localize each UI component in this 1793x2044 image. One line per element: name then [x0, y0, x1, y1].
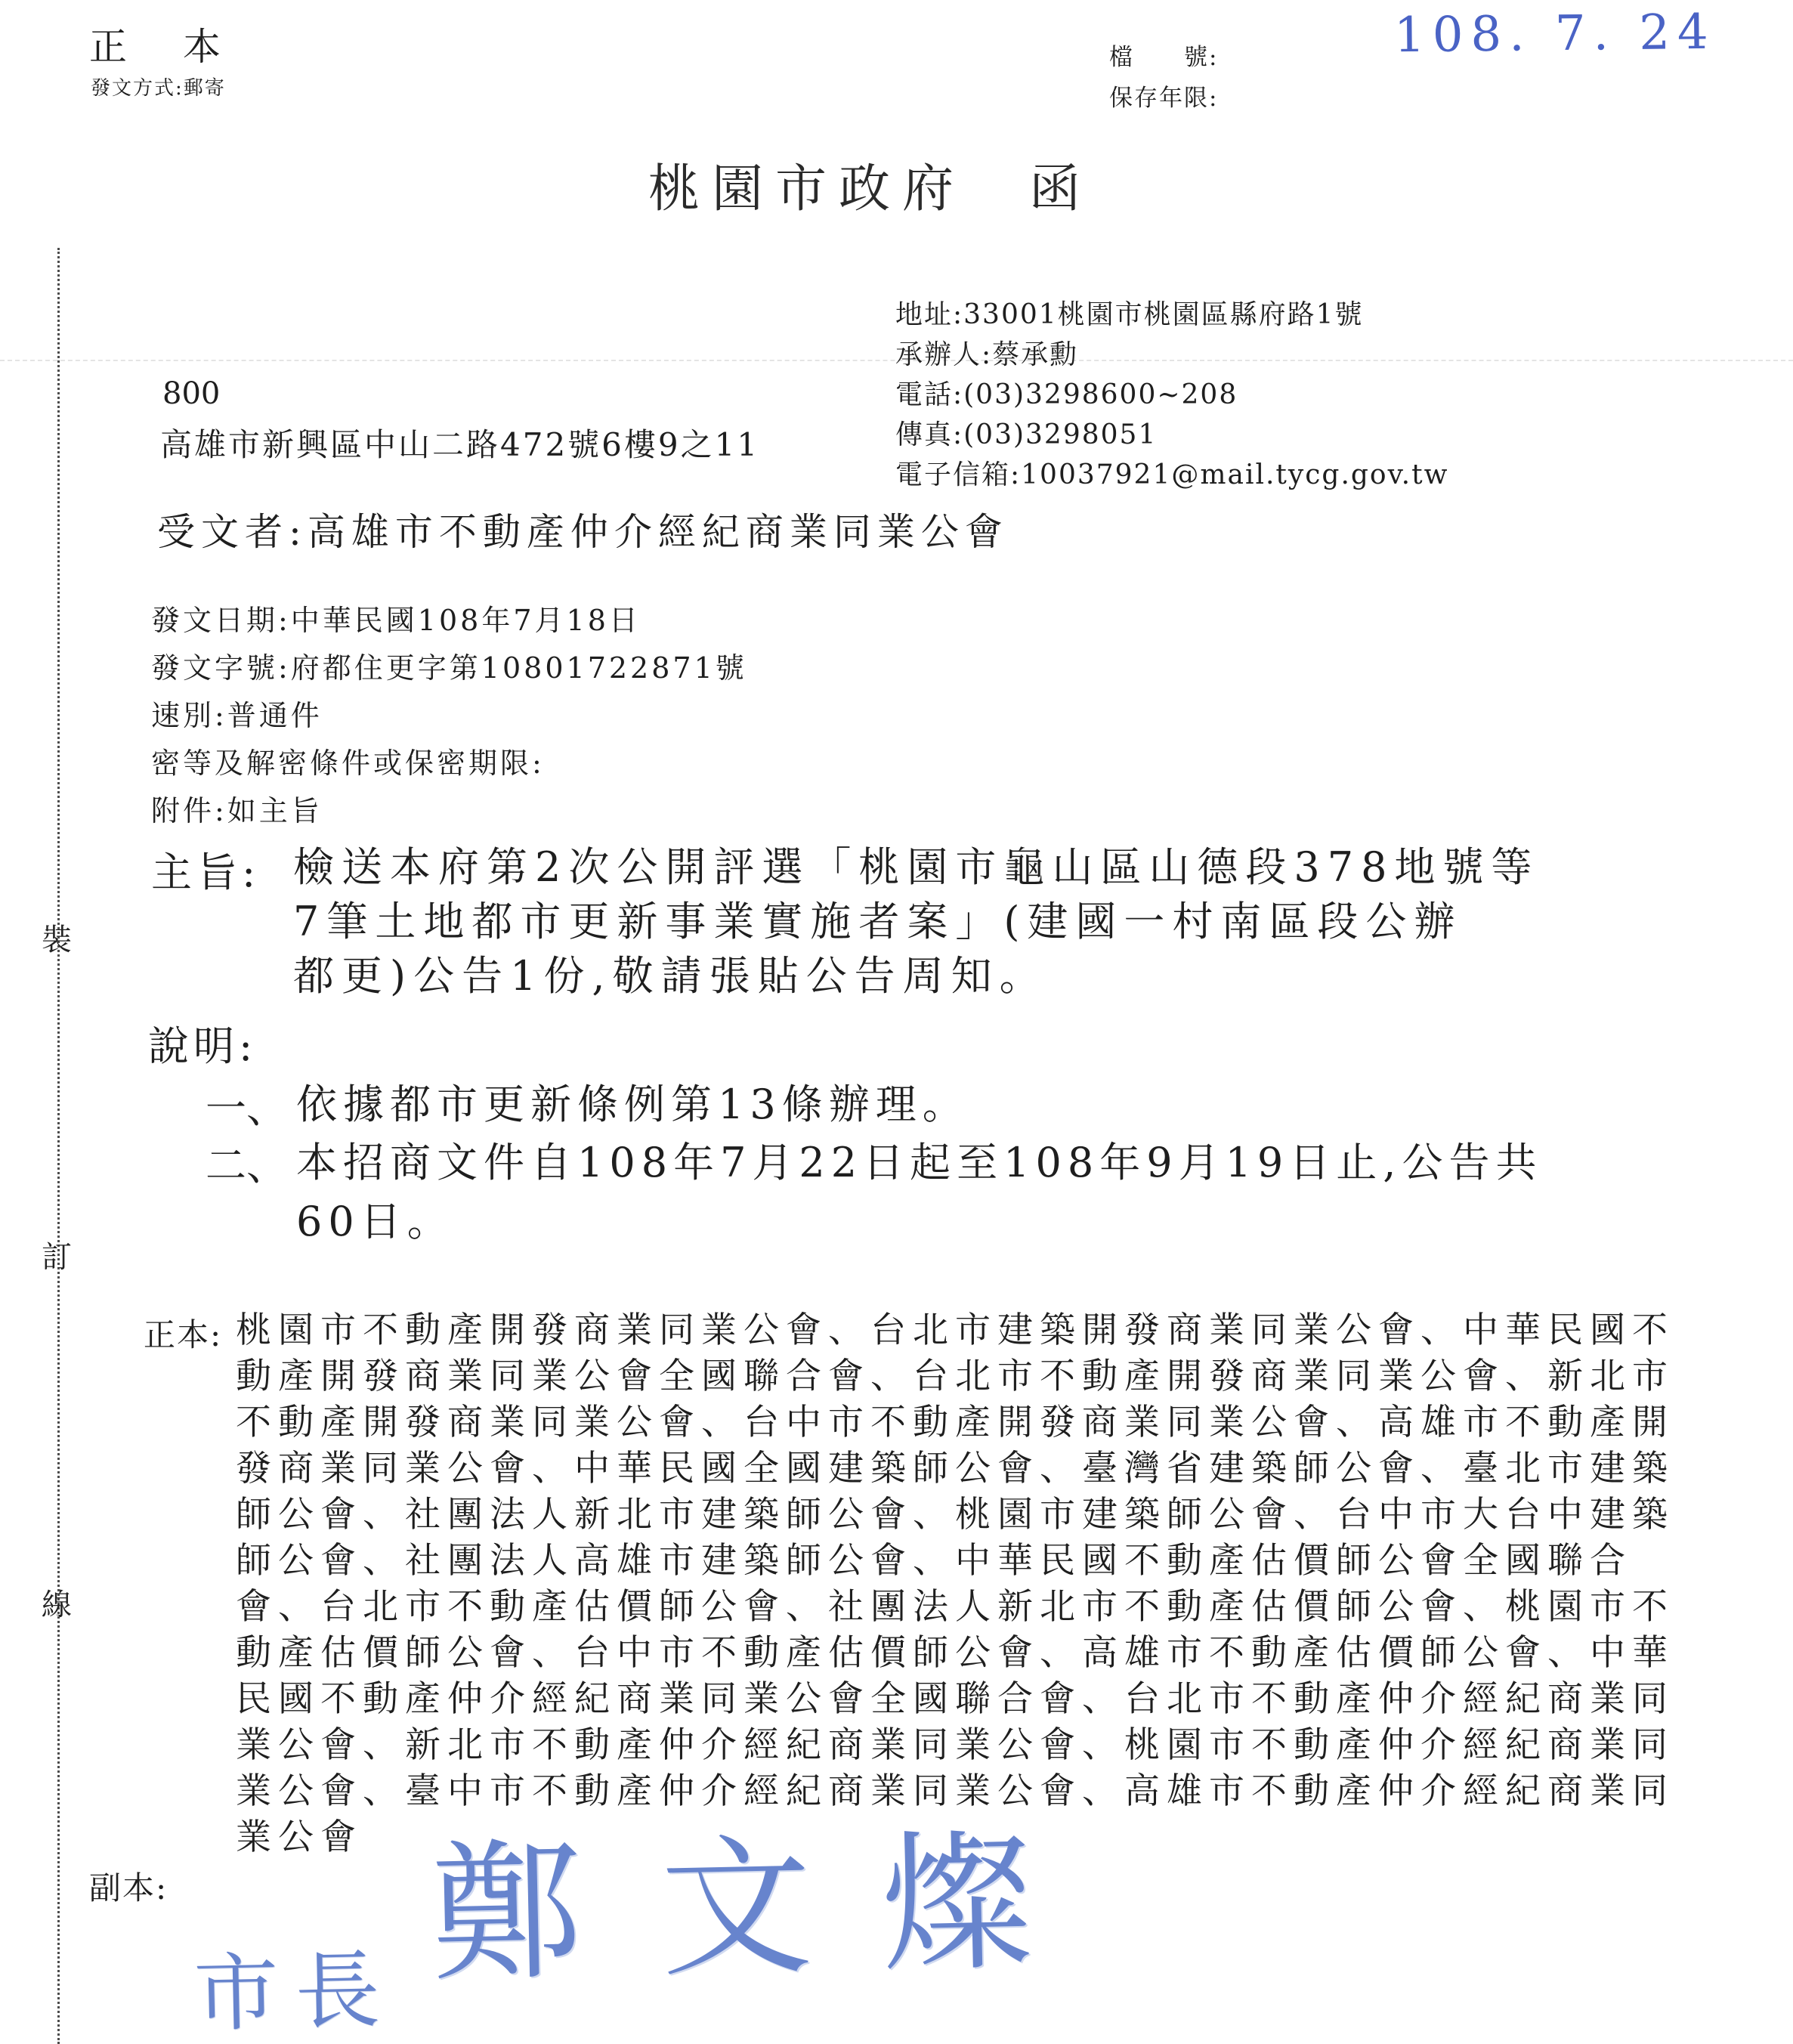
mayor-name-char: 鄭	[428, 1823, 584, 2004]
distribution-line: 桃園市不動產開發商業同業公會、台北市建築開發商業同業公會、中華民國不	[236, 1310, 1674, 1351]
distribution-line: 不動產開發商業同業公會、台中市不動產開發商業同業公會、高雄市不動產開	[236, 1402, 1674, 1443]
copy-type-label: 正 本	[89, 25, 230, 69]
explanation-line: 依據都市更新條例第13條辦理。	[296, 1081, 969, 1128]
retention-period-label: 保存年限:	[1109, 85, 1219, 112]
original-copies-list	[236, 1307, 1674, 1860]
distribution-line: 民國不動產仲介經紀商業同業公會全國聯合會、台北市不動產仲介經紀商業同	[236, 1678, 1674, 1720]
mayor-signature-stamp	[190, 1814, 1035, 2044]
explanation-line: 本招商文件自108年7月22日起至108年9月19日止,公告共	[296, 1139, 1543, 1186]
distribution-line: 發商業同業公會、中華民國全國建築師公會、臺灣省建築師公會、臺北市建築	[236, 1448, 1674, 1489]
issue-number-line: 發文字號:府都住更字第10801722871號	[151, 651, 747, 685]
subject-content	[293, 840, 1539, 1003]
issue-date-line: 發文日期:中華民國108年7月18日	[151, 604, 641, 637]
subject-line: 7筆土地都市更新事業實施者案」(建國一村南區段公辦	[293, 898, 1463, 945]
sender-email: 電子信箱:10037921@mail.tycg.gov.tw	[895, 459, 1449, 490]
received-date-stamp: 108. 7. 24	[1393, 4, 1717, 64]
classification-line: 密等及解密條件或保密期限:	[151, 747, 545, 780]
binding-label-xian: 線	[42, 1588, 72, 1622]
document-title: 桃園市政府 函	[648, 159, 1093, 219]
sender-phone: 電話:(03)3298600~208	[895, 379, 1238, 410]
distribution-line: 業公會	[236, 1817, 363, 1858]
recipient-postal-code: 800	[162, 376, 221, 411]
carbon-copies-label: 副本:	[89, 1869, 168, 1906]
addressee-line: 受文者:高雄市不動產仲介經紀商業同業公會	[157, 510, 1009, 554]
distribution-line: 師公會、社團法人新北市建築師公會、桃園市建築師公會、台中市大台中建築	[236, 1494, 1674, 1535]
original-copies-label: 正本:	[144, 1316, 223, 1353]
attachment-line: 附件:如主旨	[151, 794, 323, 827]
recipient-address: 高雄市新興區中山二路472號6樓9之11	[160, 426, 760, 463]
explanation-item-number: 二、	[206, 1142, 287, 1189]
mayor-title-stamp: 市長	[193, 1941, 397, 2044]
delivery-method-label: 發文方式:郵寄	[91, 77, 226, 100]
distribution-line: 動產估價師公會、台中市不動產估價師公會、高雄市不動產估價師公會、中華	[236, 1632, 1674, 1674]
explanation-item-text	[296, 1076, 969, 1133]
sender-address: 地址:33001桃園市桃園區縣府路1號	[895, 299, 1364, 330]
distribution-line: 業公會、新北市不動產仲介經紀商業同業公會、桃園市不動產仲介經紀商業同	[236, 1724, 1674, 1766]
explanation-label: 說明:	[148, 1022, 258, 1070]
sender-fax: 傳真:(03)3298051	[895, 419, 1158, 450]
subject-line: 檢送本府第2次公開評選「桃園市龜山區山德段378地號等	[293, 843, 1540, 891]
distribution-line: 動產開發商業同業公會全國聯合會、台北市不動產開發商業同業公會、新北市	[236, 1356, 1674, 1397]
explanation-line: 60日。	[296, 1198, 454, 1245]
sender-contact-person: 承辦人:蔡承勳	[895, 339, 1079, 370]
distribution-line: 師公會、社團法人高雄市建築師公會、中華民國不動產估價師公會全國聯合	[236, 1540, 1632, 1582]
mayor-name-char: 文	[658, 1819, 814, 1999]
subject-label: 主旨:	[151, 849, 261, 896]
binding-label-ding: 訂	[42, 1240, 72, 1275]
mayor-name-char: 燦	[879, 1814, 1034, 1994]
subject-line: 都更)公告1份,敬請張貼公告周知。	[293, 952, 1048, 1000]
document-meta-block	[151, 597, 747, 835]
distribution-line: 業公會、臺中市不動產仲介經紀商業同業公會、高雄市不動產仲介經紀商業同	[236, 1770, 1674, 1812]
explanation-item-number: 一、	[206, 1084, 287, 1132]
explanation-item-text	[296, 1133, 1542, 1251]
binding-dotted-line	[57, 248, 60, 2044]
priority-line: 速別:普通件	[151, 699, 323, 732]
distribution-line: 會、台北市不動產估價師公會、社團法人新北市不動產估價師公會、桃園市不	[236, 1586, 1674, 1628]
binding-label-zhuang: 裝	[42, 923, 72, 957]
sender-contact-block	[895, 295, 1448, 495]
file-number-label: 檔 號:	[1109, 44, 1219, 71]
